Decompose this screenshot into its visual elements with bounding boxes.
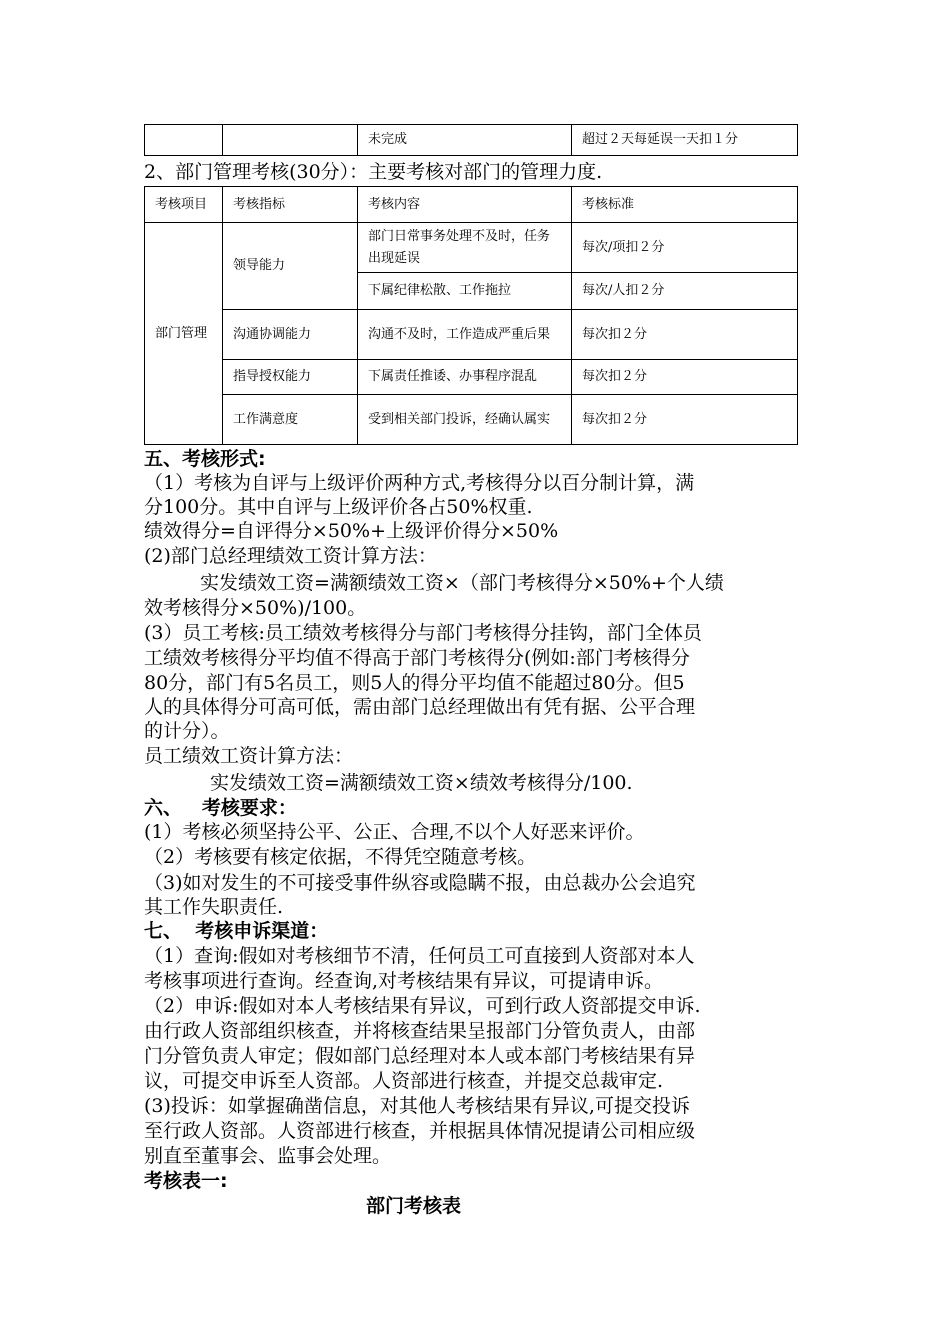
table-header-row bbox=[145, 187, 798, 223]
indicator-cell: 领导能力 bbox=[223, 223, 358, 310]
section-5-heading: 五、考核形式: bbox=[144, 448, 266, 470]
paragraph: （1）考核为自评与上级评价两种方式,考核得分以百分制计算，满 bbox=[144, 472, 695, 494]
paragraph: 实发绩效工资=满额绩效工资×（部门考核得分×50%+个人绩 bbox=[200, 572, 724, 594]
content-cell: 下属责任推诿、办事程序混乱 bbox=[358, 360, 572, 395]
paragraph: 由行政人资部组织核查，并将核查结果呈报部门分管负责人，由部 bbox=[144, 1020, 696, 1042]
paragraph: (1）考核必须坚持公平、公正、合理,不以个人好恶来评价。 bbox=[144, 821, 645, 843]
standard-cell: 每次扣２分 bbox=[572, 395, 798, 445]
paragraph: （2）申诉:假如对本人考核结果有异议，可到行政人资部提交申诉. bbox=[144, 995, 701, 1017]
paragraph: 员工绩效工资计算方法： bbox=[144, 745, 354, 767]
standard-cell: 每次扣２分 bbox=[572, 310, 798, 360]
table-cell bbox=[145, 125, 223, 156]
form-label: 考核表一: bbox=[144, 1170, 228, 1192]
content-cell: 部门日常事务处理不及时，任务出现延误 bbox=[358, 223, 572, 273]
table-cell bbox=[223, 125, 358, 156]
section-7-heading: 七、 考核申诉渠道： bbox=[144, 920, 329, 942]
paragraph: （1）查询:假如对考核细节不清，任何员工可直接到人资部对本人 bbox=[144, 945, 695, 967]
paragraph: 分100分。其中自评与上级评价各占50%权重. bbox=[144, 496, 533, 518]
paragraph: 别直至董事会、监事会处理。 bbox=[144, 1145, 392, 1167]
paragraph: 门分管负责人审定；假如部门总经理对本人或本部门考核结果有异 bbox=[144, 1045, 696, 1067]
category-cell: 部门管理 bbox=[145, 223, 223, 445]
paragraph: 的计分）。 bbox=[144, 720, 230, 742]
form-title: 部门考核表 bbox=[366, 1195, 462, 1217]
standard-cell: 每次/人扣２分 bbox=[572, 273, 798, 310]
section-2-title: 2、部门管理考核(30分）：主要考核对部门的管理力度. bbox=[144, 161, 603, 183]
indicator-cell: 沟通协调能力 bbox=[223, 310, 358, 360]
table-continuation bbox=[144, 124, 798, 156]
paragraph: 80分，部门有5名员工，则5人的得分平均值不能超过80分。但5 bbox=[144, 672, 685, 694]
table-row bbox=[145, 223, 798, 273]
paragraph: 工绩效考核得分平均值不得高于部门考核得分(例如:部门考核得分 bbox=[144, 647, 690, 669]
table-cell: 未完成 bbox=[358, 125, 572, 156]
table-row bbox=[145, 395, 798, 445]
paragraph: (3）员工考核:员工绩效考核得分与部门考核得分挂钩，部门全体员 bbox=[144, 622, 702, 644]
indicator-cell: 工作满意度 bbox=[223, 395, 358, 445]
content-cell: 下属纪律松散、工作拖拉 bbox=[358, 273, 572, 310]
department-management-table bbox=[144, 186, 798, 445]
header-cell: 考核标准 bbox=[572, 187, 798, 223]
paragraph: 效考核得分×50%)/100。 bbox=[144, 597, 367, 619]
paragraph: 至行政人资部。人资部进行核查，并根据具体情况提请公司相应级 bbox=[144, 1120, 696, 1142]
table-row bbox=[145, 125, 798, 156]
paragraph: 绩效得分=自评得分×50%+上级评价得分×50% bbox=[144, 520, 559, 542]
content-cell: 受到相关部门投诉，经确认属实 bbox=[358, 395, 572, 445]
header-cell: 考核指标 bbox=[223, 187, 358, 223]
table-cell: 超过２天每延误一天扣１分 bbox=[572, 125, 798, 156]
standard-cell: 每次扣２分 bbox=[572, 360, 798, 395]
table-row bbox=[145, 310, 798, 360]
table-row bbox=[145, 360, 798, 395]
paragraph: (2)部门总经理绩效工资计算方法： bbox=[144, 545, 437, 567]
paragraph: 考核事项进行查询。经查询,对考核结果有异议，可提请申诉。 bbox=[144, 970, 664, 992]
paragraph: （3)如对发生的不可接受事件纵容或隐瞒不报，由总裁办公会追究 bbox=[144, 872, 696, 894]
paragraph: 议，可提交申诉至人资部。人资部进行核查，并提交总裁审定. bbox=[144, 1070, 664, 1092]
indicator-cell: 指导授权能力 bbox=[223, 360, 358, 395]
header-cell: 考核内容 bbox=[358, 187, 572, 223]
content-cell: 沟通不及时，工作造成严重后果 bbox=[358, 310, 572, 360]
paragraph: （2）考核要有核定依据，不得凭空随意考核。 bbox=[144, 846, 537, 868]
header-cell: 考核项目 bbox=[145, 187, 223, 223]
paragraph: 其工作失职责任. bbox=[144, 896, 284, 918]
standard-cell: 每次/项扣２分 bbox=[572, 223, 798, 273]
paragraph: (3)投诉：如掌握确凿信息，对其他人考核结果有异议,可提交投诉 bbox=[144, 1095, 690, 1117]
paragraph: 人的具体得分可高可低，需由部门总经理做出有凭有据、公平合理 bbox=[144, 696, 696, 718]
section-6-heading: 六、 考核要求： bbox=[144, 797, 297, 819]
paragraph: 实发绩效工资=满额绩效工资×绩效考核得分/100. bbox=[210, 772, 633, 794]
